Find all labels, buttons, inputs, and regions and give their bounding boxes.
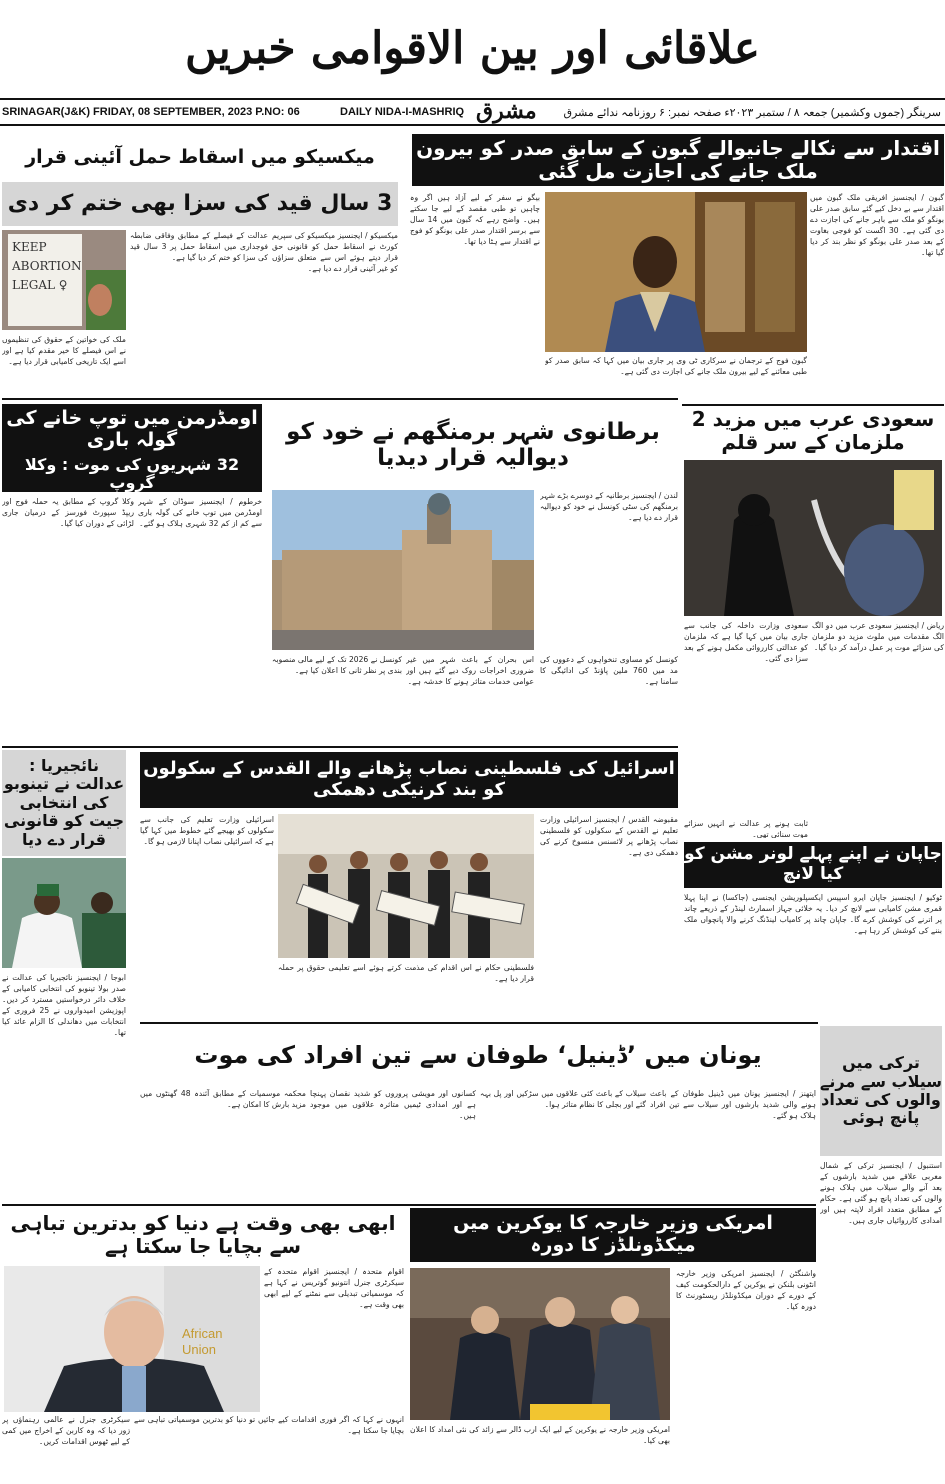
dateline-left: SRINAGAR(J&K) FRIDAY, 08 SEPTEMBER, 2023 P.NO: 06 — [2, 106, 300, 118]
un-body-a: اقوام متحدہ / ایجنسیز اقوام متحدہ کے سیکرٹری جنرل انتونیو گوتریس نے کہا ہے کہ موسمیاتی تبدیلی سے نمٹنے کے لیے ابھی بھی وقت ہے۔ — [264, 1267, 404, 1309]
gabon-body-b: گبون فوج کے ترجمان نے سرکاری ٹی وی پر جاری بیان میں کہا کہ سابق صدر کو طبی معائنے کے لیے بیرون ملک جانے کی اجازت دی گئی ہے۔ — [545, 356, 807, 376]
saudi-body-c: ثابت ہونے پر عدالت نے انہیں سزائے موت سنائی تھی۔ — [684, 819, 808, 838]
nigeria-headline: نائجیریا : عدالت نے تینوبو کی انتخابی جیت کو قانونی قرار دے دیا — [2, 750, 126, 856]
sudan-body-b: وکلا گروپ کے مطابق یہ حملہ فوج اور ریپڈ سپورٹ فورسز کے درمیان جاری لڑائی کے دوران کیا گیا۔ — [2, 497, 134, 528]
paper-name: DAILY NIDA-I-MASHRIQ — [340, 106, 465, 118]
nigeria-body: ابوجا / ایجنسیز نائجیریا کی عدالت نے صدر بولا تینوبو کی انتخابی کامیابی کے خلاف دائر درخواستیں مسترد کر دیں۔ اپوزیشن امیدواروں نے 25 فروری کے انتخابات میں دھاندلی کا الزام عائد کیا تھا۔ — [2, 973, 126, 1037]
greece-body-a: ایتھنز / ایجنسیز یونان میں ڈینیل طوفان کے باعث ہونے والی شدید بارشوں اور سیلاب سے تین افراد ہلاک ہو گئے۔ — [650, 1089, 816, 1120]
birmingham-body-b: کونسل کو مساوی تنخواہوں کے دعووں کی مد میں 760 ملین پاؤنڈ کی ادائیگی کا سامنا ہے۔ — [540, 655, 678, 686]
turkey-headline: ترکی میں سیلاب سے مرنے والوں کی تعداد پانچ ہوئی — [820, 1026, 942, 1156]
birmingham-body-a: لندن / ایجنسیز برطانیہ کے دوسرے بڑے شہر برمنگھم کی سٹی کونسل نے خود کو دیوالیہ قرار دے دیا ہے۔ — [540, 491, 678, 522]
greece-body-c: کسانوں اور مویشی پروروں کو شدید نقصان پہنچا ہے اور امدادی ٹیمیں متاثرہ علاقوں میں موجود ہیں۔ — [310, 1089, 476, 1120]
mexico-photo — [2, 230, 126, 330]
israel-headline: اسرائیل کی فلسطینی نصاب پڑھانے والے القدس کے سکولوں کو بند کرنیکی دھمکی — [140, 752, 678, 808]
israel-body-b: اسرائیلی وزارت تعلیم کی جانب سے سکولوں کو بھیجے گئے خطوط میں کہا گیا ہے کہ اسرائیلی نصاب اپنانا لازمی ہو گا۔ — [140, 815, 274, 846]
divider-bottom — [2, 1204, 816, 1206]
gabon-body-c: بیگو نے سفر کے لیے آزاد ہیں اگر وہ چاہیں تو طبی مقصد کے لیے جا سکتے ہیں۔ واضح رہے کہ گبون میں 14 سال سے برسر اقتدار صدر علی بونگو کو فوج نے اقتدار سے ہٹا دیا تھا۔ — [410, 193, 540, 246]
un-body-b: انہوں نے کہا کہ اگر فوری اقدامات کیے جائیں تو دنیا کو بدترین موسمیاتی تباہی سے بچایا جا سکتا ہے۔ — [134, 1415, 404, 1435]
divider-top — [2, 398, 678, 400]
masthead — [0, 0, 945, 96]
saudi-body-a: ریاض / ایجنسیز سعودی عرب میں دو الگ الگ مقدمات میں ملوث مزید دو ملزمان کی سزائے موت پر عمل درآمد کر دیا گیا۔ — [812, 621, 944, 652]
israel-photo-art — [278, 814, 534, 958]
birmingham-photo-art — [272, 490, 534, 650]
saudi-photo — [684, 460, 942, 616]
blinken-photo — [410, 1268, 670, 1420]
divider-mid — [2, 746, 678, 748]
blinken-body-b: امریکی وزیر خارجہ نے یوکرین کے لیے ایک ارب ڈالر سے زائد کی نئی امداد کا اعلان بھی کیا۔ — [410, 1425, 670, 1445]
un-body-c: سیکرٹری جنرل نے عالمی رہنماؤں پر زور دیا کہ وہ کاربن کے اخراج میں کمی کے لیے ٹھوس اقدامات کریں۔ — [2, 1415, 130, 1446]
gabon-headline: اقتدار سے نکالے جانیوالے گبون کے سابق صدر کو بیرون ملک جانے کی اجازت مل گئی — [412, 134, 944, 186]
birmingham-photo — [272, 490, 534, 650]
israel-body-c: فلسطینی حکام نے اس اقدام کی مذمت کرتے ہوئے اسے تعلیمی حقوق پر حملہ قرار دیا ہے۔ — [278, 963, 534, 983]
japan-body: ٹوکیو / ایجنسیز جاپان ایرو اسپیس ایکسپلوریشن ایجنسی (جاکسا) نے اپنا پہلا قمری مشن کامیابی سے لانچ کر دیا۔ یہ خلائی جہاز اسمارٹ لینڈر کے ذریعے چاند پر اترنے کی کوشش کرے گا۔ جاپان چاند پر کامیاب لینڈنگ کرنے والا پانچواں ملک بننے کی کوشش کر رہا ہے۔ — [684, 893, 942, 935]
mexico-headline: 3 سال قید کی سزا بھی ختم کر دی — [2, 182, 398, 226]
sudan-body-a: خرطوم / ایجنسیز سوڈان کے شہر اومڈرمن میں توپ خانے کی گولہ باری سے کم از کم 32 شہری ہلاک ہو گئے۔ — [138, 497, 262, 528]
turkey-body: استنبول / ایجنسیز ترکی کے شمال مغربی علاقے میں شدید بارشوں کے بعد آنے والے سیلاب میں ہلاک ہونے والوں کی تعداد پانچ ہو گئی ہے۔ حکام کے مطابق متعدد افراد لاپتہ ہیں اور امدادی کارروائیاں جاری ہیں۔ — [820, 1161, 942, 1225]
saudi-body-b: سعودی وزارت داخلہ کی جانب سے جاری بیان میں کہا گیا ہے کہ ملزمان کو عدالتی کارروائی مکمل ہونے کے بعد سزا دی گئی۔ — [684, 621, 808, 663]
nigeria-photo-art — [2, 858, 126, 968]
blinken-body-a: واشنگٹن / ایجنسیز امریکی وزیر خارجہ انٹونی بلنکن نے یوکرین کے دارالحکومت کیف کے دورے کے دوران میکڈونلڈز ریسٹورنٹ کا دورہ کیا۔ — [676, 1269, 816, 1311]
sudan-subhead: 32 شہریوں کی موت : وکلا گروپ — [2, 456, 262, 492]
israel-photo — [278, 814, 534, 958]
masthead-title: علاقائی اور بین الاقوامی خبریں — [185, 22, 760, 74]
dateline-bar — [0, 98, 945, 126]
greece-headline: یونان میں ’ڈینیل‘ طوفان سے تین افراد کی موت — [140, 1028, 816, 1084]
birmingham-body-d: کونسل نے 2026 تک کے لیے مالی منصوبہ بندی پر نظر ثانی کا اعلان کیا ہے۔ — [272, 655, 402, 675]
saudi-photo-art — [684, 460, 942, 616]
un-photo — [4, 1266, 260, 1412]
sudan-headline: اومڈرمن میں توپ خانے کی گولہ باری — [2, 404, 262, 456]
mexico-body-a: میکسیکو / ایجنسیز میکسیکو کی سپریم کورٹ نے اسقاط حمل کو قانونی حق قرار دیتے ہوئے اس سے متعلق سزاؤں کو غیر آئینی قرار دے دیا ہے۔ — [272, 231, 398, 273]
blinken-headline: امریکی وزیر خارجہ کا یوکرین میں میکڈونلڈز کا دورہ — [410, 1208, 816, 1262]
mexico-body-c: ملک کی خواتین کے حقوق کی تنظیموں نے اس فیصلے کا خیر مقدم کیا ہے اور اسے ایک تاریخی کامیابی قرار دیا ہے۔ — [2, 335, 126, 366]
gabon-photo-art — [545, 192, 807, 352]
gabon-photo — [545, 192, 807, 352]
greece-body-b: سیلاب کے باعث کئی علاقوں میں سڑکیں اور پل بہہ گئے اور بجلی کا نظام متاثر ہوا۔ — [480, 1089, 646, 1109]
un-headline: ابھی بھی وقت ہے دنیا کو بدترین تباہی سے بچایا جا سکتا ہے — [2, 1208, 404, 1262]
mexico-body-b: عدالت کے فیصلے کے مطابق وفاقی ضابطہ فوجداری میں اسقاط حمل پر 3 سال قید کی سزا کو ختم کر دیا گیا ہے۔ — [130, 231, 268, 262]
divider-lower — [140, 1022, 818, 1024]
greece-body-d: محکمہ موسمیات کے مطابق آئندہ 48 گھنٹوں میں مزید بارش کا امکان ہے۔ — [140, 1089, 306, 1109]
birmingham-headline: برطانوی شہر برمنگھم نے خود کو دیوالیہ قرار دیدیا — [268, 404, 678, 486]
blinken-photo-art — [410, 1268, 670, 1420]
mexico-kicker: میکسیکو میں اسقاط حمل آئینی قرار — [2, 138, 398, 178]
mexico-photo-sign: KEEP ABORTION LEGAL ♀ — [12, 240, 82, 292]
nigeria-photo — [2, 858, 126, 968]
birmingham-body-c: اس بحران کے باعث شہر میں غیر ضروری اخراجات روک دیے گئے ہیں اور عوامی خدمات متاثر ہونے کا خدشہ ہے۔ — [406, 655, 534, 686]
israel-body-a: مقبوضہ القدس / ایجنسیز اسرائیلی وزارت تعلیم نے القدس کے سکولوں کو فلسطینی نصاب پڑھانے پر لائسنس منسوخ کرنے کی دھمکی دی ہے۔ — [540, 815, 678, 857]
dateline-right: سرینگر (جموں وکشمیر) جمعہ ۸ / ستمبر ۲۰۲۳ء صفحہ نمبر: ۶ روزنامہ ندائے مشرق — [563, 106, 941, 119]
un-photo-badge: African Union — [182, 1326, 223, 1357]
saudi-headline: سعودی عرب میں مزید 2 ملزمان کے سر قلم — [682, 404, 944, 456]
japan-headline: جاپان نے اپنے پہلے لونر مشن کو کیا لانچ — [684, 842, 942, 888]
paper-logo: مشرق — [476, 98, 537, 124]
gabon-body-a: گبون / ایجنسیز افریقی ملک گبون میں اقتدار سے بے دخل کیے گئے سابق صدر علی بونگو کو ملک سے باہر جانے کی اجازت دے دی گئی ہے۔ 30 اگست کو فوجی بغاوت کے بعد صدر علی بونگو کو نظر بند کر دیا گیا تھا۔ — [810, 193, 944, 257]
